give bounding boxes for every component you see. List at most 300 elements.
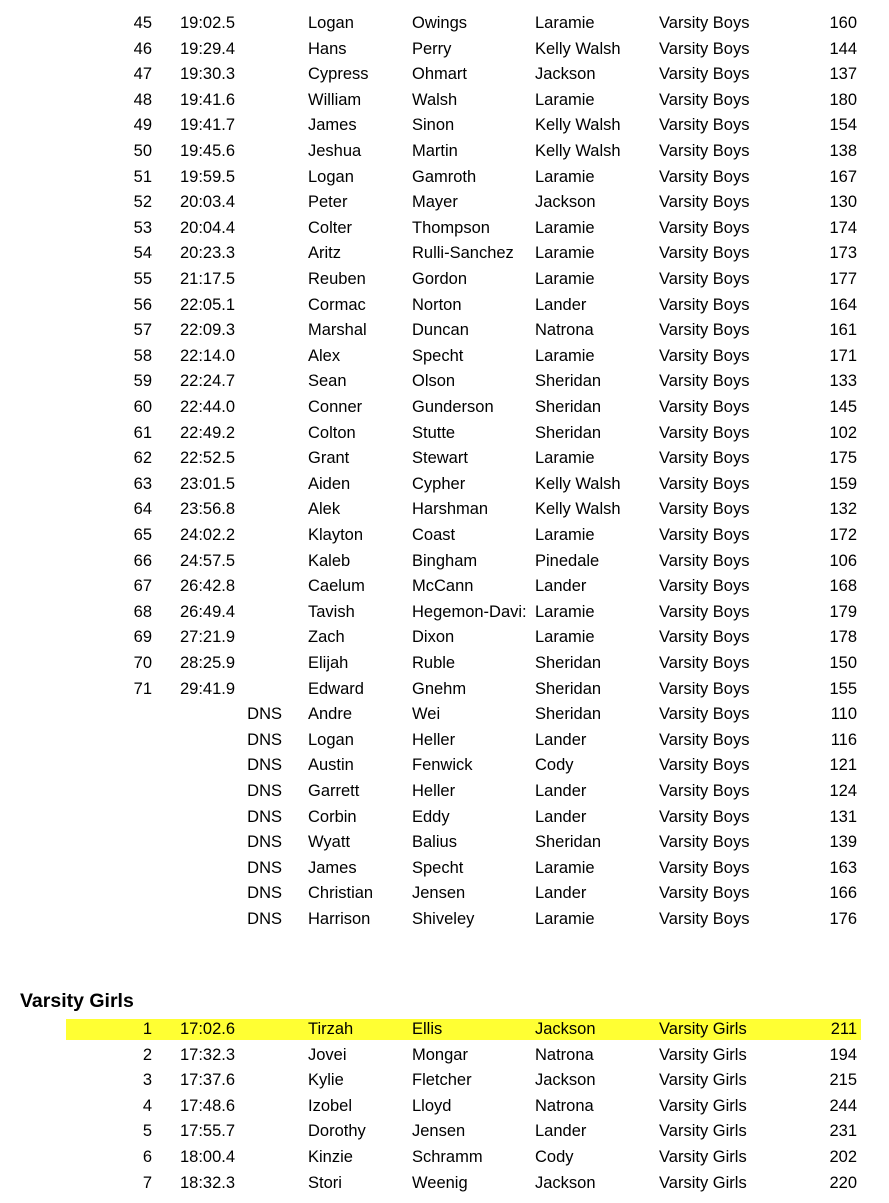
time-cell: 20:04.4 xyxy=(180,219,236,237)
bib-cell: 231 xyxy=(829,1122,857,1140)
place-cell: 45 xyxy=(133,14,152,32)
division-cell: Varsity Boys xyxy=(659,808,750,826)
division-cell: Varsity Girls xyxy=(659,1122,747,1140)
division-cell: Varsity Boys xyxy=(659,321,750,339)
team-cell: Laramie xyxy=(535,859,595,877)
bib-cell: 160 xyxy=(829,14,857,32)
status-cell: DNS xyxy=(247,808,282,826)
place-cell: 53 xyxy=(133,219,152,237)
team-cell: Laramie xyxy=(535,219,595,237)
team-cell: Lander xyxy=(535,1122,587,1140)
bib-cell: 179 xyxy=(829,603,857,621)
team-cell: Laramie xyxy=(535,603,595,621)
bib-cell: 131 xyxy=(829,808,857,826)
division-cell: Varsity Boys xyxy=(659,116,750,134)
last-name-cell: Owings xyxy=(412,14,468,32)
team-cell: Cody xyxy=(535,1148,574,1166)
first-name-cell: Edward xyxy=(308,680,364,698)
table-row xyxy=(0,241,889,266)
table-row xyxy=(0,216,889,241)
time-cell: 27:21.9 xyxy=(180,628,236,646)
team-cell: Sheridan xyxy=(535,398,602,416)
team-cell: Kelly Walsh xyxy=(535,116,621,134)
bib-cell: 172 xyxy=(829,526,857,544)
time-cell: 23:56.8 xyxy=(180,500,236,518)
table-row xyxy=(0,11,889,36)
table-row xyxy=(0,830,889,855)
division-cell: Varsity Girls xyxy=(659,1148,747,1166)
first-name-cell: Elijah xyxy=(308,654,349,672)
last-name-cell: Gamroth xyxy=(412,168,477,186)
place-cell: 46 xyxy=(133,40,152,58)
last-name-cell: Ohmart xyxy=(412,65,468,83)
last-name-cell: Schramm xyxy=(412,1148,483,1166)
time-cell: 19:30.3 xyxy=(180,65,236,83)
last-name-cell: Weenig xyxy=(412,1174,468,1192)
division-cell: Varsity Girls xyxy=(659,1020,747,1038)
bib-cell: 202 xyxy=(829,1148,857,1166)
place-cell: 65 xyxy=(133,526,152,544)
first-name-cell: Tirzah xyxy=(308,1020,354,1038)
team-cell: Jackson xyxy=(535,1174,596,1192)
first-name-cell: Stori xyxy=(308,1174,342,1192)
division-cell: Varsity Boys xyxy=(659,424,750,442)
last-name-cell: Olson xyxy=(412,372,456,390)
first-name-cell: Harrison xyxy=(308,910,371,928)
first-name-cell: Reuben xyxy=(308,270,366,288)
division-cell: Varsity Boys xyxy=(659,449,750,467)
division-cell: Varsity Boys xyxy=(659,65,750,83)
status-cell: DNS xyxy=(247,910,282,928)
time-cell: 26:49.4 xyxy=(180,603,236,621)
team-cell: Kelly Walsh xyxy=(535,500,621,518)
bib-cell: 145 xyxy=(829,398,857,416)
time-cell: 24:57.5 xyxy=(180,552,236,570)
last-name-cell: Rulli-Sanchez xyxy=(412,244,514,262)
bib-cell: 177 xyxy=(829,270,857,288)
last-name-cell: Dixon xyxy=(412,628,455,646)
division-cell: Varsity Girls xyxy=(659,1046,747,1064)
last-name-cell: Harshman xyxy=(412,500,489,518)
time-cell: 22:44.0 xyxy=(180,398,236,416)
table-row xyxy=(0,574,889,599)
last-name-cell: Lloyd xyxy=(412,1097,452,1115)
division-cell: Varsity Boys xyxy=(659,475,750,493)
team-cell: Laramie xyxy=(535,910,595,928)
table-row xyxy=(0,1094,889,1119)
first-name-cell: Aiden xyxy=(308,475,351,493)
team-cell: Pinedale xyxy=(535,552,600,570)
last-name-cell: Heller xyxy=(412,731,456,749)
table-row xyxy=(0,62,889,87)
place-cell: 63 xyxy=(133,475,152,493)
first-name-cell: Grant xyxy=(308,449,350,467)
bib-cell: 138 xyxy=(829,142,857,160)
division-cell: Varsity Boys xyxy=(659,910,750,928)
table-row xyxy=(0,1171,889,1196)
table-row xyxy=(0,728,889,753)
last-name-cell: Martin xyxy=(412,142,458,160)
table-row xyxy=(0,1145,889,1170)
table-row xyxy=(0,267,889,292)
first-name-cell: Cormac xyxy=(308,296,366,314)
table-row xyxy=(0,625,889,650)
team-cell: Sheridan xyxy=(535,372,602,390)
last-name-cell: Stewart xyxy=(412,449,468,467)
bib-cell: 220 xyxy=(829,1174,857,1192)
time-cell: 20:03.4 xyxy=(180,193,236,211)
first-name-cell: Hans xyxy=(308,40,347,58)
division-cell: Varsity Girls xyxy=(659,1097,747,1115)
division-cell: Varsity Boys xyxy=(659,168,750,186)
table-row xyxy=(0,37,889,62)
division-cell: Varsity Girls xyxy=(659,1174,747,1192)
status-cell: DNS xyxy=(247,705,282,723)
bib-cell: 144 xyxy=(829,40,857,58)
table-row xyxy=(0,1043,889,1068)
last-name-cell: Ellis xyxy=(412,1020,443,1038)
first-name-cell: Garrett xyxy=(308,782,360,800)
division-cell: Varsity Boys xyxy=(659,756,750,774)
bib-cell: 110 xyxy=(830,705,857,723)
place-cell: 6 xyxy=(142,1148,152,1166)
first-name-cell: Peter xyxy=(308,193,348,211)
bib-cell: 159 xyxy=(829,475,857,493)
first-name-cell: Kylie xyxy=(308,1071,344,1089)
time-cell: 22:09.3 xyxy=(180,321,236,339)
table-row-highlighted xyxy=(0,1017,889,1042)
first-name-cell: Conner xyxy=(308,398,363,416)
team-cell: Natrona xyxy=(535,321,594,339)
place-cell: 59 xyxy=(133,372,152,390)
table-row xyxy=(0,677,889,702)
bib-cell: 168 xyxy=(829,577,857,595)
time-cell: 23:01.5 xyxy=(180,475,236,493)
table-row xyxy=(0,318,889,343)
division-cell: Varsity Boys xyxy=(659,91,750,109)
bib-cell: 211 xyxy=(830,1020,857,1038)
team-cell: Lander xyxy=(535,577,587,595)
table-row xyxy=(0,293,889,318)
first-name-cell: Alek xyxy=(308,500,341,518)
last-name-cell: Walsh xyxy=(412,91,458,109)
status-cell: DNS xyxy=(247,756,282,774)
first-name-cell: James xyxy=(308,116,357,134)
place-cell: 55 xyxy=(133,270,152,288)
last-name-cell: Mongar xyxy=(412,1046,468,1064)
time-cell: 19:29.4 xyxy=(180,40,236,58)
last-name-cell: Jensen xyxy=(412,1122,466,1140)
place-cell: 68 xyxy=(133,603,152,621)
table-row xyxy=(0,113,889,138)
bib-cell: 132 xyxy=(829,500,857,518)
bib-cell: 174 xyxy=(829,219,857,237)
team-cell: Kelly Walsh xyxy=(535,142,621,160)
table-row xyxy=(0,421,889,446)
division-cell: Varsity Boys xyxy=(659,244,750,262)
division-cell: Varsity Boys xyxy=(659,680,750,698)
last-name-cell: McCann xyxy=(412,577,474,595)
first-name-cell: Aritz xyxy=(308,244,341,262)
team-cell: Cody xyxy=(535,756,574,774)
first-name-cell: Colton xyxy=(308,424,356,442)
table-row xyxy=(0,165,889,190)
bib-cell: 180 xyxy=(829,91,857,109)
last-name-cell: Hegemon-Davi: xyxy=(412,603,527,621)
division-cell: Varsity Boys xyxy=(659,552,750,570)
time-cell: 19:45.6 xyxy=(180,142,236,160)
bib-cell: 171 xyxy=(829,347,857,365)
section-title-varsity-girls: Varsity Girls xyxy=(20,990,134,1012)
first-name-cell: Logan xyxy=(308,168,354,186)
team-cell: Lander xyxy=(535,808,587,826)
bib-cell: 139 xyxy=(829,833,857,851)
place-cell: 2 xyxy=(142,1046,152,1064)
last-name-cell: Coast xyxy=(412,526,456,544)
last-name-cell: Mayer xyxy=(412,193,458,211)
place-cell: 4 xyxy=(142,1097,152,1115)
place-cell: 67 xyxy=(133,577,152,595)
table-row xyxy=(0,907,889,932)
team-cell: Laramie xyxy=(535,91,595,109)
first-name-cell: Sean xyxy=(308,372,347,390)
division-cell: Varsity Boys xyxy=(659,577,750,595)
division-cell: Varsity Boys xyxy=(659,705,750,723)
bib-cell: 175 xyxy=(829,449,857,467)
last-name-cell: Specht xyxy=(412,347,464,365)
division-cell: Varsity Boys xyxy=(659,654,750,672)
first-name-cell: Izobel xyxy=(308,1097,353,1115)
place-cell: 58 xyxy=(133,347,152,365)
team-cell: Sheridan xyxy=(535,424,602,442)
place-cell: 3 xyxy=(142,1071,152,1089)
division-cell: Varsity Girls xyxy=(659,1071,747,1089)
team-cell: Lander xyxy=(535,731,587,749)
division-cell: Varsity Boys xyxy=(659,884,750,902)
time-cell: 18:00.4 xyxy=(180,1148,236,1166)
place-cell: 47 xyxy=(133,65,152,83)
table-row xyxy=(0,1119,889,1144)
table-row xyxy=(0,369,889,394)
status-cell: DNS xyxy=(247,833,282,851)
division-cell: Varsity Boys xyxy=(659,296,750,314)
time-cell: 19:59.5 xyxy=(180,168,236,186)
bib-cell: 164 xyxy=(829,296,857,314)
first-name-cell: William xyxy=(308,91,362,109)
division-cell: Varsity Boys xyxy=(659,398,750,416)
last-name-cell: Sinon xyxy=(412,116,455,134)
bib-cell: 150 xyxy=(829,654,857,672)
first-name-cell: Jeshua xyxy=(308,142,362,160)
place-cell: 71 xyxy=(133,680,152,698)
division-cell: Varsity Boys xyxy=(659,526,750,544)
bib-cell: 133 xyxy=(829,372,857,390)
table-row xyxy=(0,395,889,420)
last-name-cell: Gnehm xyxy=(412,680,467,698)
first-name-cell: Austin xyxy=(308,756,354,774)
last-name-cell: Shiveley xyxy=(412,910,475,928)
bib-cell: 161 xyxy=(829,321,857,339)
status-cell: DNS xyxy=(247,731,282,749)
last-name-cell: Fletcher xyxy=(412,1071,472,1089)
place-cell: 62 xyxy=(133,449,152,467)
place-cell: 54 xyxy=(133,244,152,262)
last-name-cell: Jensen xyxy=(412,884,466,902)
place-cell: 64 xyxy=(133,500,152,518)
place-cell: 7 xyxy=(142,1174,152,1192)
team-cell: Sheridan xyxy=(535,705,602,723)
bib-cell: 155 xyxy=(829,680,857,698)
time-cell: 22:49.2 xyxy=(180,424,236,442)
division-cell: Varsity Boys xyxy=(659,731,750,749)
bib-cell: 137 xyxy=(829,65,857,83)
table-row xyxy=(0,446,889,471)
table-row xyxy=(0,779,889,804)
first-name-cell: Christian xyxy=(308,884,374,902)
last-name-cell: Norton xyxy=(412,296,462,314)
time-cell: 17:32.3 xyxy=(180,1046,236,1064)
place-cell: 1 xyxy=(142,1020,152,1038)
table-row xyxy=(0,472,889,497)
bib-cell: 130 xyxy=(829,193,857,211)
status-cell: DNS xyxy=(247,782,282,800)
team-cell: Sheridan xyxy=(535,654,602,672)
place-cell: 50 xyxy=(133,142,152,160)
team-cell: Laramie xyxy=(535,244,595,262)
table-row xyxy=(0,856,889,881)
bib-cell: 194 xyxy=(829,1046,857,1064)
bib-cell: 215 xyxy=(829,1071,857,1089)
time-cell: 20:23.3 xyxy=(180,244,236,262)
first-name-cell: Caelum xyxy=(308,577,365,595)
first-name-cell: Kaleb xyxy=(308,552,351,570)
team-cell: Jackson xyxy=(535,1071,596,1089)
time-cell: 22:05.1 xyxy=(180,296,236,314)
place-cell: 69 xyxy=(133,628,152,646)
team-cell: Laramie xyxy=(535,168,595,186)
bib-cell: 173 xyxy=(829,244,857,262)
bib-cell: 166 xyxy=(829,884,857,902)
bib-cell: 121 xyxy=(829,756,857,774)
last-name-cell: Duncan xyxy=(412,321,469,339)
team-cell: Kelly Walsh xyxy=(535,475,621,493)
last-name-cell: Eddy xyxy=(412,808,450,826)
place-cell: 70 xyxy=(133,654,152,672)
time-cell: 26:42.8 xyxy=(180,577,236,595)
place-cell: 61 xyxy=(133,424,152,442)
bib-cell: 102 xyxy=(829,424,857,442)
last-name-cell: Gordon xyxy=(412,270,468,288)
team-cell: Sheridan xyxy=(535,833,602,851)
last-name-cell: Ruble xyxy=(412,654,456,672)
first-name-cell: Alex xyxy=(308,347,341,365)
time-cell: 28:25.9 xyxy=(180,654,236,672)
last-name-cell: Heller xyxy=(412,782,456,800)
table-row xyxy=(0,600,889,625)
division-cell: Varsity Boys xyxy=(659,372,750,390)
division-cell: Varsity Boys xyxy=(659,347,750,365)
bib-cell: 124 xyxy=(829,782,857,800)
first-name-cell: Zach xyxy=(308,628,345,646)
last-name-cell: Perry xyxy=(412,40,452,58)
place-cell: 57 xyxy=(133,321,152,339)
bib-cell: 167 xyxy=(829,168,857,186)
table-row xyxy=(0,139,889,164)
time-cell: 29:41.9 xyxy=(180,680,236,698)
bib-cell: 178 xyxy=(829,628,857,646)
place-cell: 66 xyxy=(133,552,152,570)
team-cell: Lander xyxy=(535,884,587,902)
bib-cell: 176 xyxy=(829,910,857,928)
team-cell: Jackson xyxy=(535,65,596,83)
table-row xyxy=(0,1068,889,1093)
first-name-cell: Tavish xyxy=(308,603,355,621)
division-cell: Varsity Boys xyxy=(659,193,750,211)
team-cell: Natrona xyxy=(535,1097,594,1115)
last-name-cell: Wei xyxy=(412,705,441,723)
place-cell: 49 xyxy=(133,116,152,134)
team-cell: Laramie xyxy=(535,449,595,467)
team-cell: Laramie xyxy=(535,14,595,32)
time-cell: 19:02.5 xyxy=(180,14,236,32)
first-name-cell: Cypress xyxy=(308,65,369,83)
table-row xyxy=(0,549,889,574)
table-row xyxy=(0,523,889,548)
team-cell: Jackson xyxy=(535,193,596,211)
place-cell: 60 xyxy=(133,398,152,416)
team-cell: Jackson xyxy=(535,1020,596,1038)
last-name-cell: Thompson xyxy=(412,219,490,237)
team-cell: Laramie xyxy=(535,526,595,544)
last-name-cell: Stutte xyxy=(412,424,456,442)
first-name-cell: James xyxy=(308,859,357,877)
place-cell: 56 xyxy=(133,296,152,314)
place-cell: 48 xyxy=(133,91,152,109)
table-row xyxy=(0,190,889,215)
table-row xyxy=(0,88,889,113)
team-cell: Laramie xyxy=(535,270,595,288)
first-name-cell: Marshal xyxy=(308,321,367,339)
table-row xyxy=(0,497,889,522)
team-cell: Lander xyxy=(535,782,587,800)
table-row xyxy=(0,651,889,676)
division-cell: Varsity Boys xyxy=(659,270,750,288)
table-row xyxy=(0,702,889,727)
division-cell: Varsity Boys xyxy=(659,219,750,237)
first-name-cell: Dorothy xyxy=(308,1122,366,1140)
time-cell: 24:02.2 xyxy=(180,526,236,544)
division-cell: Varsity Boys xyxy=(659,782,750,800)
bib-cell: 163 xyxy=(829,859,857,877)
division-cell: Varsity Boys xyxy=(659,142,750,160)
bib-cell: 244 xyxy=(829,1097,857,1115)
time-cell: 17:55.7 xyxy=(180,1122,236,1140)
status-cell: DNS xyxy=(247,859,282,877)
last-name-cell: Fenwick xyxy=(412,756,473,774)
first-name-cell: Corbin xyxy=(308,808,357,826)
time-cell: 19:41.7 xyxy=(180,116,236,134)
first-name-cell: Jovei xyxy=(308,1046,347,1064)
place-cell: 51 xyxy=(133,168,152,186)
table-row xyxy=(0,881,889,906)
division-cell: Varsity Boys xyxy=(659,40,750,58)
first-name-cell: Klayton xyxy=(308,526,364,544)
bib-cell: 106 xyxy=(829,552,857,570)
first-name-cell: Colter xyxy=(308,219,353,237)
team-cell: Sheridan xyxy=(535,680,602,698)
table-row xyxy=(0,753,889,778)
first-name-cell: Wyatt xyxy=(308,833,351,851)
